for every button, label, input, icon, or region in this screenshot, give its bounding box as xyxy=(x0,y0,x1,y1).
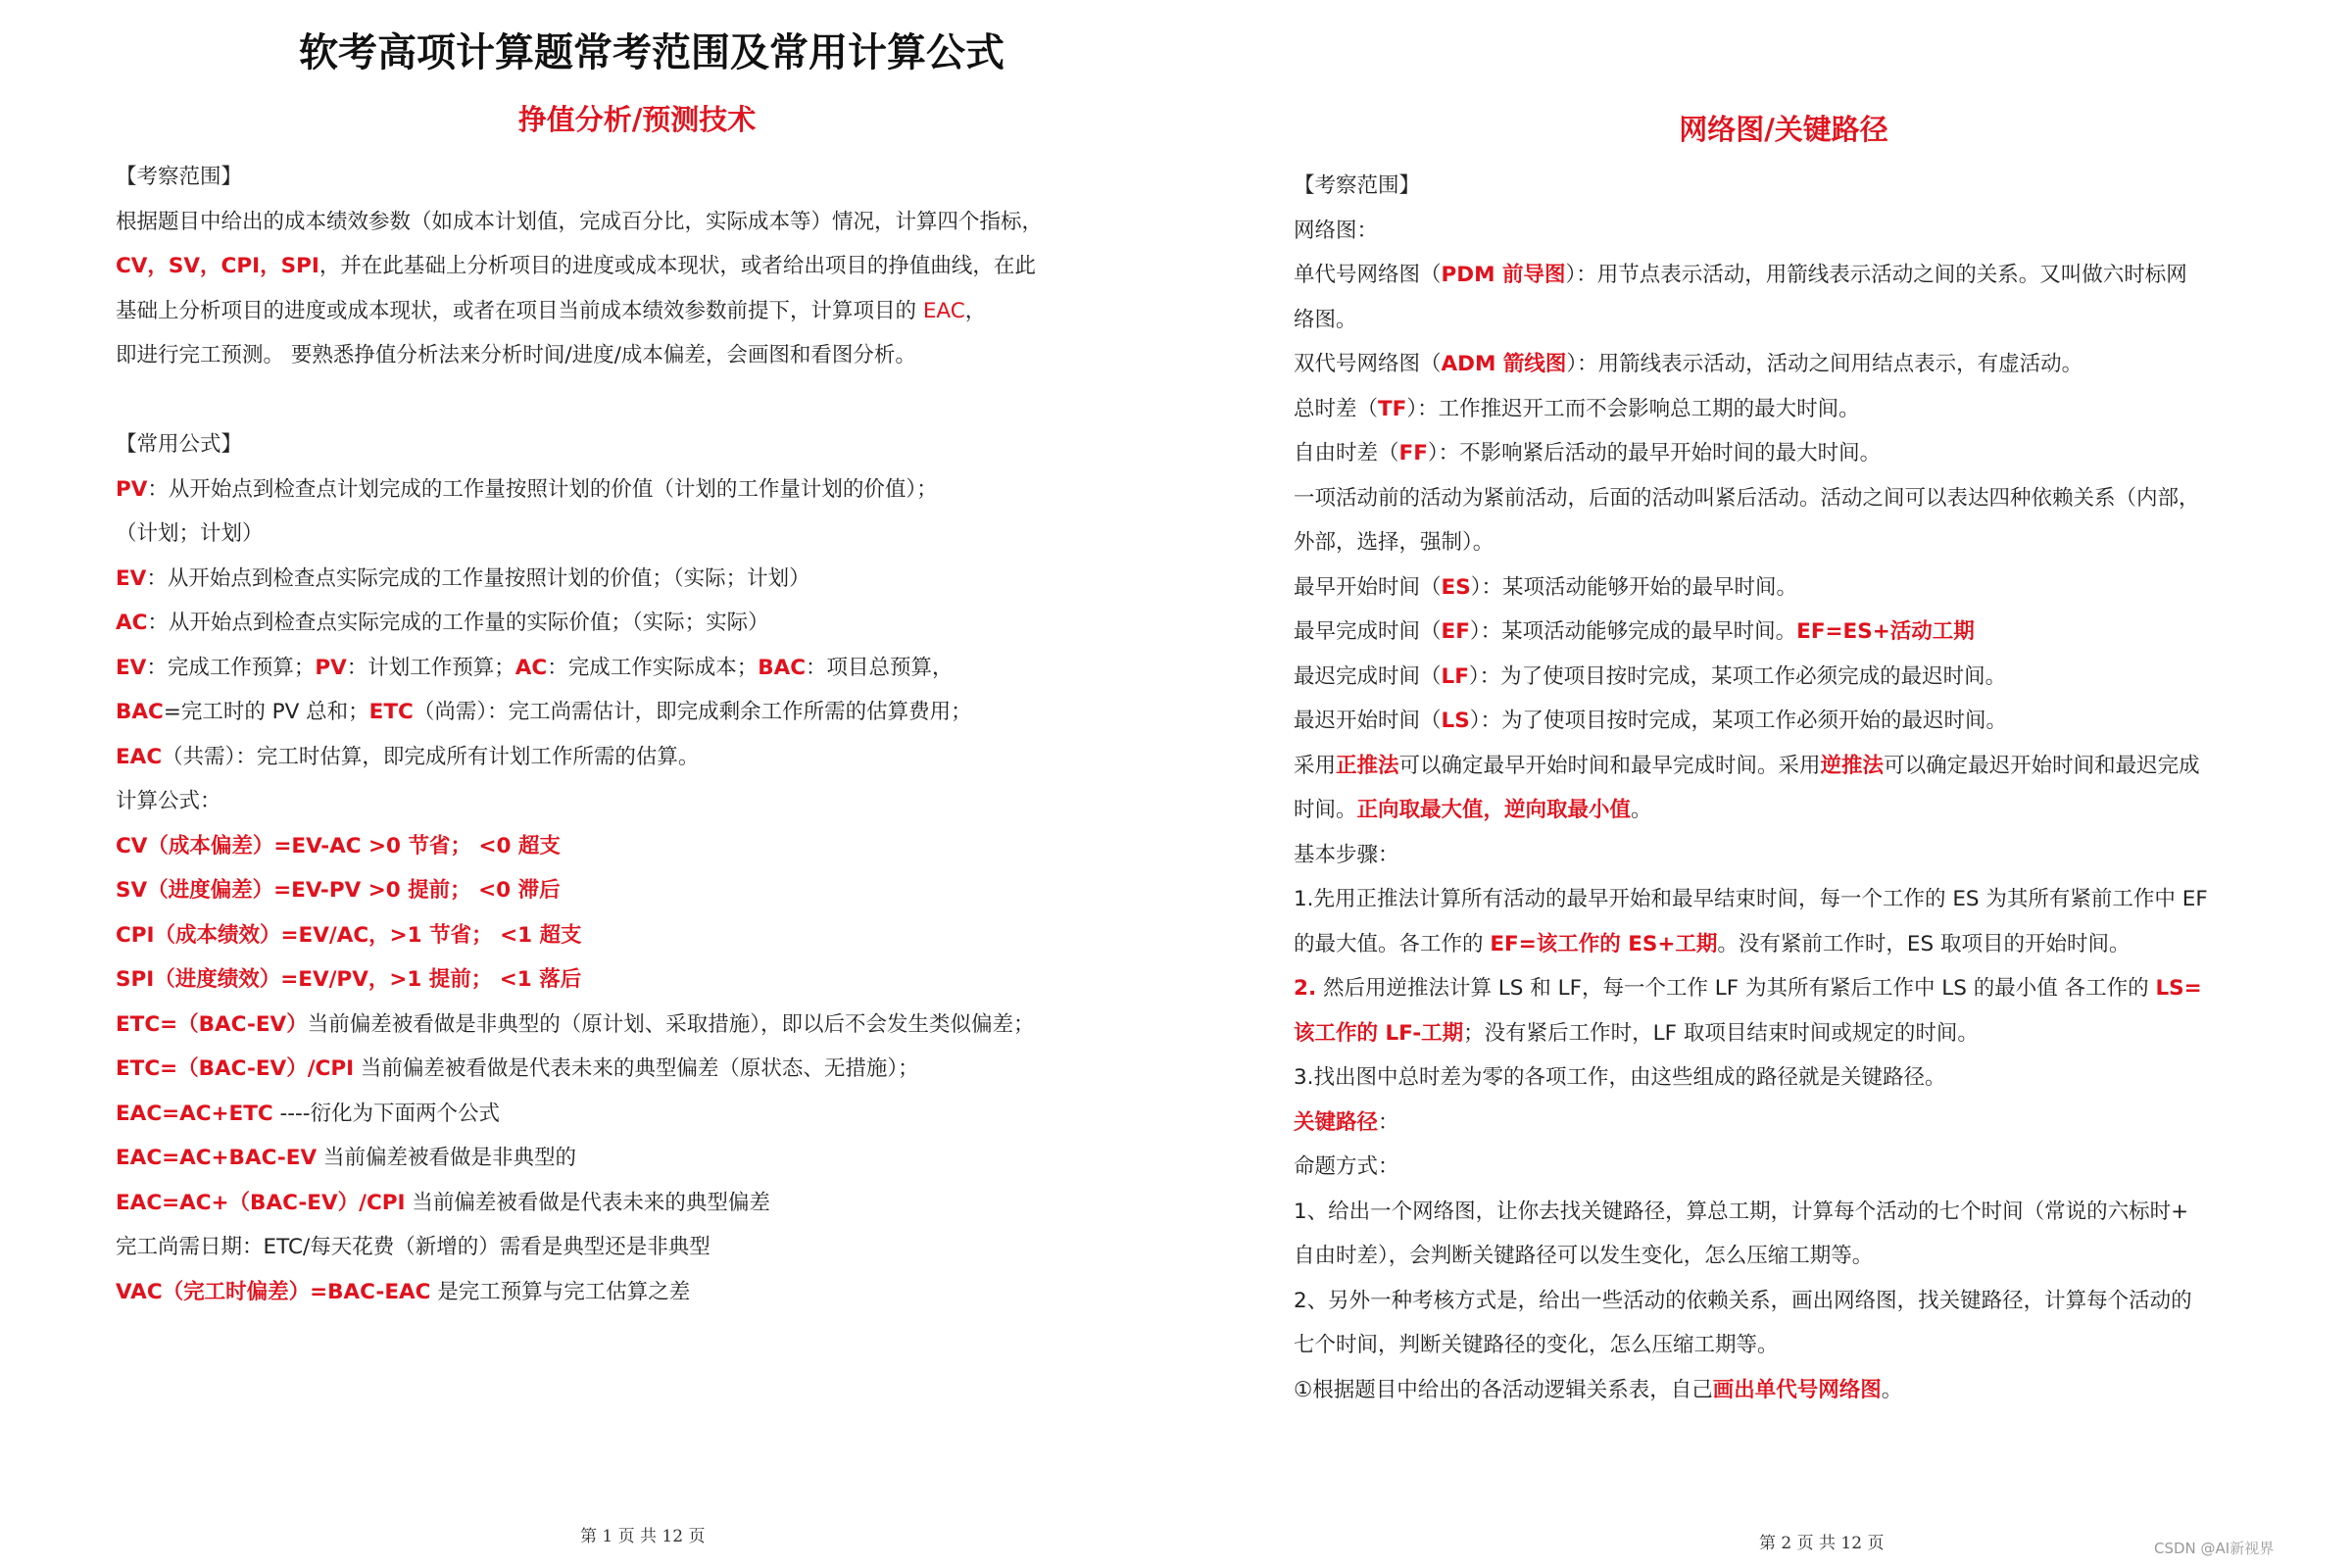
highlighted-term: PDM 前导图 xyxy=(1441,263,1566,287)
text-line xyxy=(116,779,1043,824)
text-line xyxy=(116,467,1043,513)
highlighted-term: EF=ES+活动工期 xyxy=(1796,619,1975,644)
highlighted-term: CV（成本偏差）=EV-AC >0 节省； <0 超支 xyxy=(116,833,561,858)
text-line xyxy=(1294,164,2208,209)
text-segment: 单代号网络图（ xyxy=(1294,263,1442,287)
text-line xyxy=(1294,1279,2208,1324)
text-segment: （计划；计划） xyxy=(116,521,264,546)
text-line xyxy=(116,1225,1043,1270)
text-segment: 基本步骤： xyxy=(1294,842,1399,867)
text-segment: ①根据题目中给出的各活动逻辑关系表，自己 xyxy=(1294,1377,1713,1402)
text-segment: ----衍化为下面两个公式 xyxy=(272,1101,501,1126)
text-line xyxy=(1294,699,2208,744)
highlighted-term: EF=该工作的 ES+工期 xyxy=(1490,931,1718,956)
highlighted-term: EAC xyxy=(116,744,163,769)
highlighted-term: 关键路径 xyxy=(1294,1109,1379,1135)
highlighted-term: LS xyxy=(1441,709,1470,733)
highlighted-term: BAC xyxy=(758,655,807,680)
text-line xyxy=(116,378,1043,423)
highlighted-term: EV xyxy=(116,655,147,680)
text-segment: 3.找出图中总时差为零的各项工作，由这些组成的路径就是关键路径。 xyxy=(1294,1065,1946,1090)
text-segment: 最迟开始时间（ xyxy=(1294,709,1442,733)
text-segment: 最早开始时间（ xyxy=(1294,574,1442,600)
text-line xyxy=(116,244,1043,289)
highlighted-term: SV（进度偏差）=EV-PV >0 提前； <0 滞后 xyxy=(116,878,561,903)
highlighted-term: EV xyxy=(116,565,147,591)
text-segment: 基础上分析项目的进度或成本现状，或者在项目当前成本绩效参数前提下，计算项目的 xyxy=(116,298,923,323)
text-segment: 即进行完工预测。 要熟悉挣值分析法来分析时间/进度/成本偏差，会画图和看图分析。 xyxy=(116,343,916,368)
text-line xyxy=(116,646,1043,691)
text-segment: 的最大值。各工作的 xyxy=(1294,931,1491,956)
text-line xyxy=(1294,833,2208,878)
text-line xyxy=(1294,1323,2208,1368)
highlighted-term: 2. xyxy=(1294,976,1317,1001)
text-segment: 2、另外一种考核方式是，给出一些活动的依赖关系，画出网络图，找关键路径，计算每个活动的 xyxy=(1294,1288,2192,1313)
text-segment: ）：不影响紧后活动的最早开始时间的最大时间。 xyxy=(1427,441,1882,466)
text-segment: 命题方式： xyxy=(1294,1154,1399,1179)
highlighted-term: 正向取最大值，逆向取最小值 xyxy=(1356,798,1632,822)
highlighted-term: ES xyxy=(1441,574,1471,600)
text-segment: 然后用逆推法计算 LS 和 LF，每一个工作 LF 为其所有紧后工作中 LS 的最小值 各工作的 xyxy=(1316,976,2156,1001)
text-segment: 当前偏差被看做是代表未来的典型偏差 xyxy=(405,1190,770,1215)
text-segment: ， xyxy=(964,298,987,323)
highlighted-term: AC xyxy=(116,611,148,635)
text-segment: ）：为了使项目按时完成，某项工作必须完成的最迟时间。 xyxy=(1468,663,2007,689)
highlighted-term: PV xyxy=(315,655,347,680)
highlighted-term: EAC=AC+（BAC-EV）/CPI xyxy=(116,1190,406,1215)
text-line xyxy=(1294,298,2208,343)
highlighted-term: ETC xyxy=(368,700,414,724)
text-segment: 最早完成时间（ xyxy=(1294,619,1442,644)
text-line xyxy=(116,512,1043,557)
text-segment: 1.先用正推法计算所有活动的最早开始和最早结束时间，每一个工作的 ES 为其所有紧前工作中 EF xyxy=(1294,887,2208,911)
text-line xyxy=(116,289,1043,334)
text-segment: 网络图： xyxy=(1294,218,1379,243)
text-line xyxy=(1294,744,2208,789)
text-segment: 总时差（ xyxy=(1294,396,1379,421)
text-line xyxy=(1294,520,2208,565)
text-line xyxy=(116,957,1043,1003)
highlighted-term: EAC xyxy=(922,298,965,323)
text-segment: ）：某项活动能够完成的最早时间。 xyxy=(1469,619,1797,644)
text-line xyxy=(1294,476,2208,521)
text-line xyxy=(116,601,1043,646)
text-segment: 可以确定最早开始时间和最早完成时间。采用 xyxy=(1398,753,1821,778)
text-segment: 一项活动前的活动为紧前活动，后面的活动叫紧后活动。活动之间可以表达四种依赖关系（内部， xyxy=(1294,485,2200,511)
text-segment: 时间。 xyxy=(1294,798,1357,822)
text-segment: ，并在此基础上分析项目的进度或成本现状，或者给出项目的挣值曲线，在此 xyxy=(318,254,1036,278)
text-line xyxy=(1294,1190,2208,1235)
text-line xyxy=(116,868,1043,913)
text-line xyxy=(1294,966,2208,1011)
text-line xyxy=(116,1181,1043,1226)
highlighted-term: EF xyxy=(1441,619,1470,644)
text-segment: 七个时间，判断关键路径的变化，怎么压缩工期等。 xyxy=(1294,1333,1779,1357)
text-segment: ： xyxy=(1378,1109,1399,1135)
text-line xyxy=(1294,209,2208,254)
text-segment: ）：用节点表示活动，用箭线表示活动之间的关系。又叫做六时标网 xyxy=(1565,263,2187,287)
highlighted-term: CPI（成本绩效）=EV/AC，>1 节省； <1 超支 xyxy=(116,922,582,948)
text-line xyxy=(1294,922,2208,967)
text-segment: 根据题目中给出的成本绩效参数（如成本计划值，完成百分比，实际成本等）情况，计算四个指标， xyxy=(116,209,1044,234)
highlighted-term: 正推法 xyxy=(1336,753,1399,778)
watermark: CSDN @AI新视界 xyxy=(2154,1540,2275,1557)
text-segment: ：从开始点到检查点计划完成的工作量按照计划的价值（计划的工作量计划的价值）； xyxy=(147,476,938,502)
text-line xyxy=(1294,253,2208,298)
text-line xyxy=(116,735,1043,780)
text-segment: 自由时差），会判断关键路径可以发生变化，怎么压缩工期等。 xyxy=(1294,1244,1874,1268)
text-line xyxy=(1294,610,2208,655)
highlighted-term: 该工作的 LF-工期 xyxy=(1294,1020,1464,1046)
text-line xyxy=(1294,1011,2208,1056)
text-line xyxy=(1294,877,2208,922)
text-segment: ：从开始点到检查点实际完成的工作量按照计划的价值；（实际；计划） xyxy=(146,565,810,591)
text-line xyxy=(116,824,1043,869)
highlighted-term: LF xyxy=(1441,663,1469,689)
highlighted-term: ETC=（BAC-EV） xyxy=(116,1011,308,1037)
text-line xyxy=(1294,788,2208,833)
text-segment: 自由时差（ xyxy=(1294,441,1399,466)
text-segment: ：从开始点到检查点实际完成的工作量的实际价值；（实际；实际） xyxy=(147,611,769,635)
text-line xyxy=(1294,1101,2208,1146)
text-line xyxy=(116,913,1043,958)
text-segment: 当前偏差被看做是代表未来的典型偏差（原状态、无措施）； xyxy=(354,1056,919,1081)
text-line xyxy=(1294,1055,2208,1101)
highlighted-term: EAC=AC+BAC-EV xyxy=(116,1146,318,1170)
text-segment: 采用 xyxy=(1294,753,1337,778)
text-line xyxy=(116,1092,1043,1137)
highlighted-term: VAC（完工时偏差）=BAC-EAC xyxy=(116,1279,431,1304)
text-segment: 【考察范围】 xyxy=(1294,173,1421,198)
highlighted-term: BAC xyxy=(116,700,164,724)
highlighted-term: ETC=（BAC-EV）/CPI xyxy=(116,1056,355,1081)
text-segment: （共需）：完工时估算，即完成所有计划工作所需的估算。 xyxy=(162,744,700,769)
text-segment: ）：用箭线表示活动，活动之间用结点表示，有虚活动。 xyxy=(1566,352,2083,376)
text-segment: 双代号网络图（ xyxy=(1294,352,1442,376)
text-segment: 外部，选择，强制）。 xyxy=(1294,530,1494,555)
text-line xyxy=(116,1003,1043,1048)
text-line xyxy=(116,557,1043,602)
highlighted-term: ADM 箭线图 xyxy=(1441,352,1567,376)
text-segment: 当前偏差被看做是非典型的 xyxy=(317,1146,576,1170)
text-line xyxy=(1294,431,2208,476)
text-line xyxy=(116,1136,1043,1181)
text-line xyxy=(116,1270,1043,1315)
text-segment: 完工尚需日期：ETC/每天花费（新增的）需看是典型还是非典型 xyxy=(116,1235,710,1259)
highlighted-term: SPI（进度绩效）=EV/PV，>1 提前； <1 落后 xyxy=(116,967,582,992)
text-segment: ；没有紧后工作时，LF 取项目结束时间或规定的时间。 xyxy=(1463,1020,1979,1046)
text-line xyxy=(1294,387,2208,432)
section-title-earned-value: 挣值分析/预测技术 xyxy=(517,103,757,136)
text-line xyxy=(1294,655,2208,700)
highlighted-term: LS= xyxy=(2155,976,2202,1001)
section-title-network-diagram: 网络图/关键路径 xyxy=(1679,113,1888,146)
text-segment: 是完工预算与完工估算之差 xyxy=(430,1279,691,1304)
text-line xyxy=(116,1047,1043,1092)
text-line xyxy=(116,333,1043,378)
text-segment: 【常用公式】 xyxy=(116,432,243,457)
document-title: 软考高项计算题常考范围及常用计算公式 xyxy=(299,30,1004,75)
text-line xyxy=(116,155,1043,200)
text-segment: 。没有紧前工作时，ES 取项目的开始时间。 xyxy=(1717,931,2131,956)
text-segment: ：完成工作实际成本； xyxy=(547,655,759,680)
highlighted-term: AC xyxy=(514,655,548,680)
text-line xyxy=(116,422,1043,467)
text-segment: ）：为了使项目按时完成，某项工作必须开始的最迟时间。 xyxy=(1469,709,2007,733)
highlighted-term: TF xyxy=(1378,396,1407,421)
text-segment: （尚需）：完工尚需估计，即完成剩余工作所需的估算费用； xyxy=(413,700,972,724)
text-segment: 【考察范围】 xyxy=(116,165,243,189)
highlighted-term: EAC=AC+ETC xyxy=(116,1101,273,1126)
text-line xyxy=(116,200,1043,245)
earned-value-content xyxy=(116,155,1043,1314)
page-footer-1: 第 1 页 共 12 页 xyxy=(580,1527,706,1546)
text-segment: 1、给出一个网络图，让你去找关键路径，算总工期，计算每个活动的七个时间（常说的六标时+ xyxy=(1294,1199,2189,1224)
text-line xyxy=(1294,1145,2208,1190)
text-segment: =完工时的 PV 总和； xyxy=(163,700,369,724)
text-line xyxy=(1294,565,2208,611)
highlighted-term: CV，SV，CPI，SPI xyxy=(116,254,319,278)
page-footer-2: 第 2 页 共 12 页 xyxy=(1759,1534,1885,1553)
highlighted-term: PV xyxy=(116,476,148,502)
highlighted-term: 逆推法 xyxy=(1820,753,1885,778)
text-segment: ）：某项活动能够开始的最早时间。 xyxy=(1470,574,1797,600)
text-segment: ）：工作推迟开工而不会影响总工期的最大时间。 xyxy=(1406,396,1860,421)
text-line xyxy=(116,690,1043,735)
text-segment: 最迟完成时间（ xyxy=(1294,663,1442,689)
network-diagram-content xyxy=(1294,164,2208,1412)
text-segment: 络图。 xyxy=(1294,307,1357,332)
text-line xyxy=(1294,1234,2208,1279)
text-line xyxy=(1294,342,2208,387)
text-segment: 。 xyxy=(1631,798,1652,822)
highlighted-term: 画出单代号网络图 xyxy=(1712,1377,1882,1402)
text-segment: 计算公式： xyxy=(116,789,221,813)
text-segment: 当前偏差被看做是非典型的（原计划、采取措施），即以后不会发生类似偏差； xyxy=(307,1011,1035,1037)
text-line xyxy=(1294,1368,2208,1413)
text-segment: ：计划工作预算； xyxy=(346,655,515,680)
text-segment: 可以确定最迟开始时间和最迟完成 xyxy=(1884,753,2200,778)
text-segment: 。 xyxy=(1881,1377,1903,1402)
highlighted-term: FF xyxy=(1398,441,1428,466)
text-segment: ：项目总预算， xyxy=(806,655,954,680)
text-segment: ：完成工作预算； xyxy=(146,655,316,680)
